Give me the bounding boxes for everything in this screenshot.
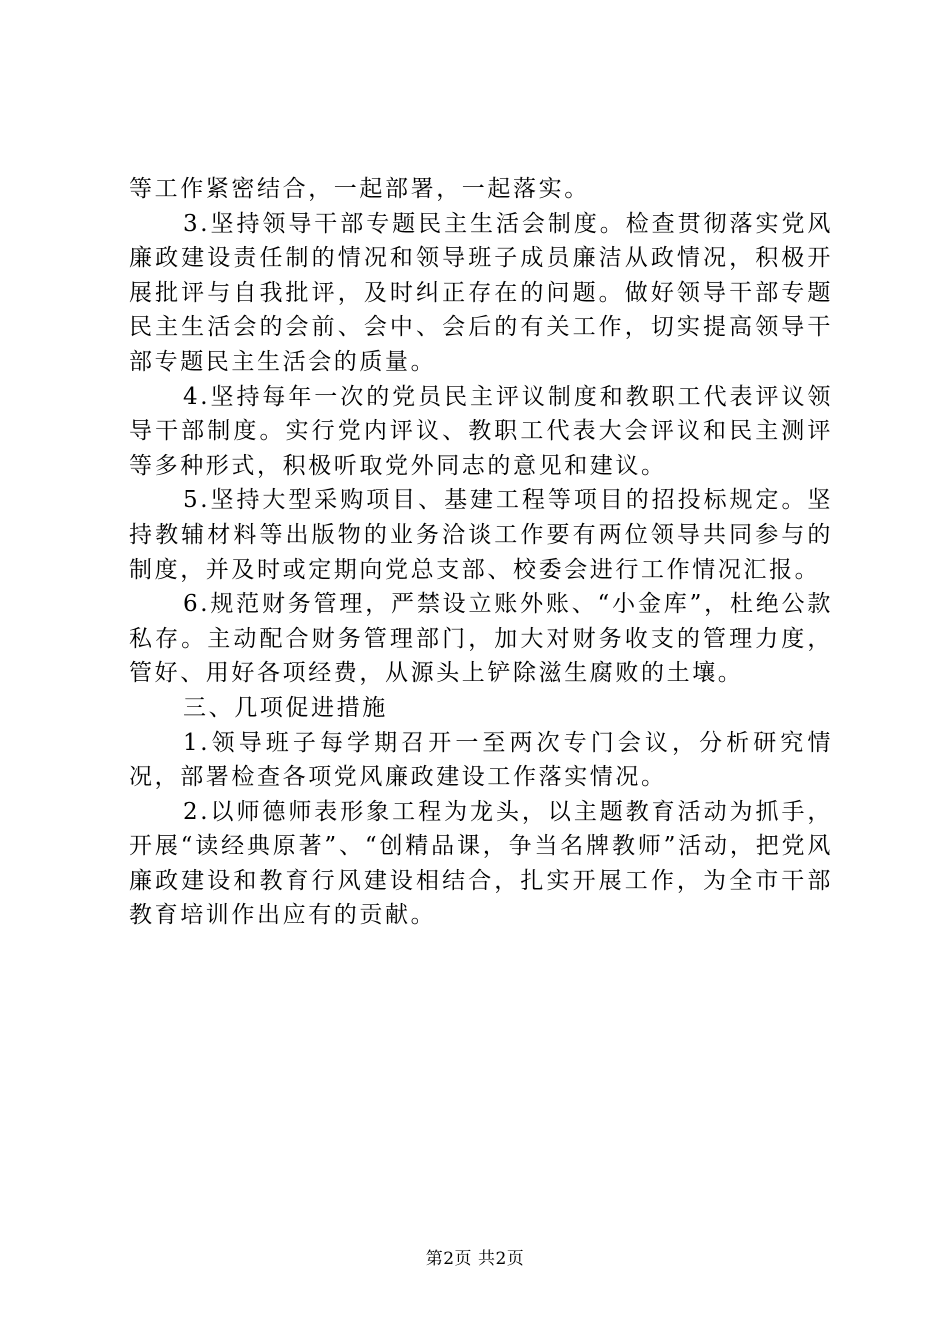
document-body <box>129 172 833 933</box>
item-5-paragraph: 5.坚持大型采购项目、基建工程等项目的招投标规定。坚持教辅材料等出版物的业务洽谈工作要有两位领导共同参与的制度，并及时或定期向党总支部、校委会进行工作情况汇报。 <box>129 487 833 583</box>
measure-2-paragraph: 2.以师德师表形象工程为龙头，以主题教育活动为抓手，开展“读经典原著”、“创精品课，争当名牌教师”活动，把党风廉政建设和教育行风建设相结合，扎实开展工作，为全市干部教育培训作出应有的贡献。 <box>129 798 833 929</box>
item-3-paragraph: 3.坚持领导干部专题民主生活会制度。检查贯彻落实党风廉政建设责任制的情况和领导班子成员廉洁从政情况，积极开展批评与自我批评，及时纠正存在的问题。做好领导干部专题民主生活会的会前、会中、会后的有关工作，切实提高领导干部专题民主生活会的质量。 <box>129 210 833 375</box>
continued-paragraph: 等工作紧密结合，一起部署，一起落实。 <box>129 176 590 202</box>
section-heading: 三、几项促进措施 <box>183 694 388 721</box>
item-6-paragraph: 6.规范财务管理，严禁设立账外账、“小金库”，杜绝公款私存。主动配合财务管理部门，加大对财务收支的管理力度，管好、用好各项经费，从源头上铲除滋生腐败的土壤。 <box>129 591 833 687</box>
page-footer: 第2页 共2页 <box>425 1249 525 1269</box>
measure-1-paragraph: 1.领导班子每学期召开一至两次专门会议，分析研究情况，部署检查各项党风廉政建设工作落实情况。 <box>129 729 833 791</box>
item-4-paragraph: 4.坚持每年一次的党员民主评议制度和教职工代表评议领导干部制度。实行党内评议、教职工代表大会评议和民主测评等多种形式，积极听取党外同志的意见和建议。 <box>129 383 833 479</box>
